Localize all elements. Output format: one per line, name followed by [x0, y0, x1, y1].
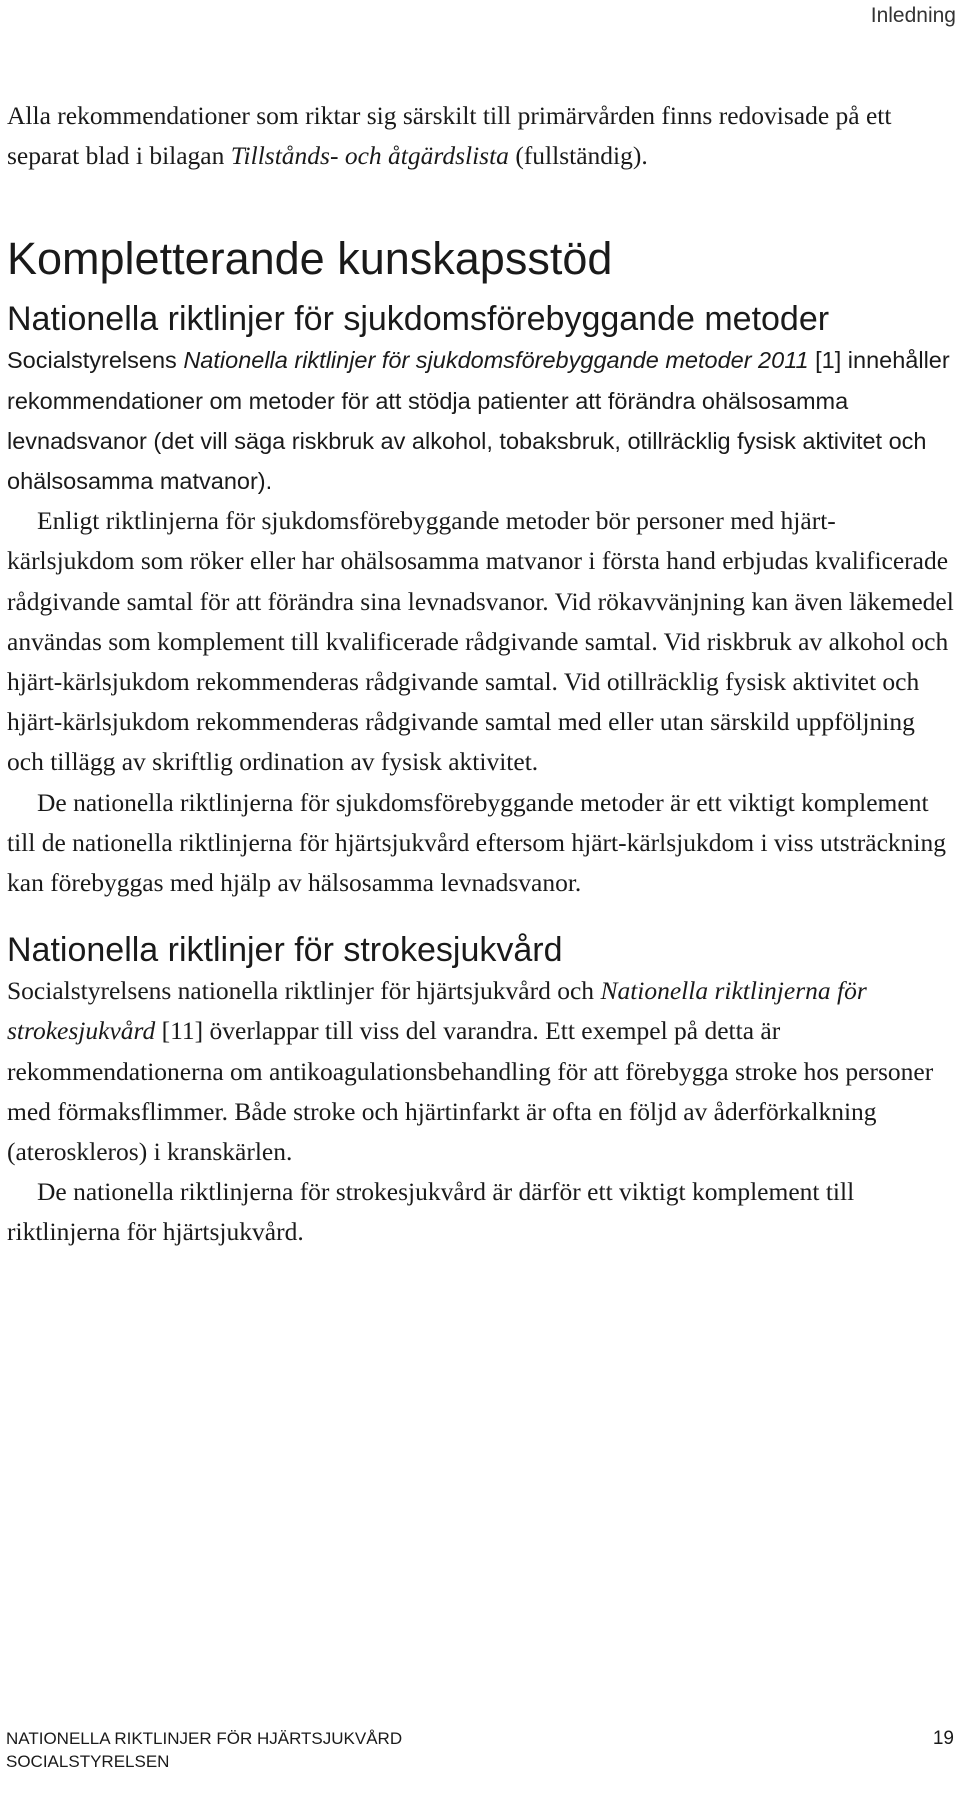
prevention-paragraph-1: [7, 340, 957, 501]
footer-publisher: SOCIALSTYRELSEN: [6, 1752, 170, 1771]
running-head: Inledning: [870, 4, 956, 27]
prevention-p1-text: Socialstyrelsens: [7, 347, 184, 374]
intro-text: Alla rekommendationer som riktar sig särskilt till primärvården finns redovisade på ett separat blad i bilagan: [7, 101, 892, 171]
prevention-p1-italic-text: Nationella riktlinjer för sjukdomsförebyggande metoder 2011: [183, 347, 809, 374]
intro-text-end: (fullständig).: [508, 141, 648, 171]
footer-publication-title: NATIONELLA RIKTLINJER FÖR HJÄRTSJUKVÅRD: [6, 1729, 403, 1748]
page-content: [7, 96, 957, 1253]
section-heading: Kompletterande kunskapsstöd: [7, 233, 613, 285]
subsection-heading-prevention: Nationella riktlinjer för sjukdomsförebyggande metoder: [7, 300, 830, 339]
page-footer: [6, 1727, 402, 1773]
stroke-p1-text: Socialstyrelsens nationella riktlinjer för hjärtsjukvård och: [7, 976, 601, 1006]
prevention-paragraph-2: Enligt riktlinjerna för sjukdomsförebyggande metoder bör personer med hjärt-kärlsjukdom som röker eller har ohälsosamma matvanor i första hand erbjudas kvalificerade rådgivande samtal för att förändra sina levnadsvanor. Vid rökavvänjning kan även läkemedel användas som komplement till kvalificerade rådgivande samtal. Vid riskbruk av alkohol och hjärt-kärlsjukdom rekommenderas rådgivande samtal. Vid otillräcklig fysisk aktivitet och hjärt-kärlsjukdom rekommenderas rådgivande samtal med eller utan särskild uppföljning och tillägg av skriftlig ordination av fysisk aktivitet.: [7, 506, 954, 777]
intro-paragraph: [7, 96, 957, 176]
page-number: 19: [932, 1728, 954, 1749]
stroke-paragraph-1: [7, 971, 957, 1172]
prevention-p1-text-end: [1] innehåller rekommendationer om metoder för att stödja patienter att förändra ohälsosamma levnadsvanor (det vill säga riskbruk av alkohol, tobaksbruk, otillräcklig fysisk aktivitet och ohälsosamma matvanor).: [7, 347, 950, 495]
stroke-p1-text-end: [11] överlappar till viss del varandra. Ett exempel på detta är rekommendationerna om antikoagulationsbehandling för att förebygga stroke hos personer med förmaksflimmer. Både stroke och hjärtinfarkt är ofta en följd av åderförkalkning (ateroskleros) i kranskärlen.: [7, 1016, 934, 1167]
intro-italic-text: Tillstånds- och åtgärdslista: [230, 141, 509, 171]
stroke-p1-italic-text: Nationella riktlinjerna för strokesjukvård: [7, 976, 867, 1046]
stroke-paragraph-2: De nationella riktlinjerna för strokesjukvård är därför ett viktigt komplement till riktlinjerna för hjärtsjukvård.: [7, 1177, 855, 1247]
subsection-heading-stroke: Nationella riktlinjer för strokesjukvård: [7, 931, 563, 970]
prevention-paragraph-3: De nationella riktlinjerna för sjukdomsförebyggande metoder är ett viktigt komplement till de nationella riktlinjerna för hjärtsjukvård eftersom hjärt-kärlsjukdom i viss utsträckning kan förebyggas med hjälp av hälsosamma levnadsvanor.: [7, 787, 947, 898]
